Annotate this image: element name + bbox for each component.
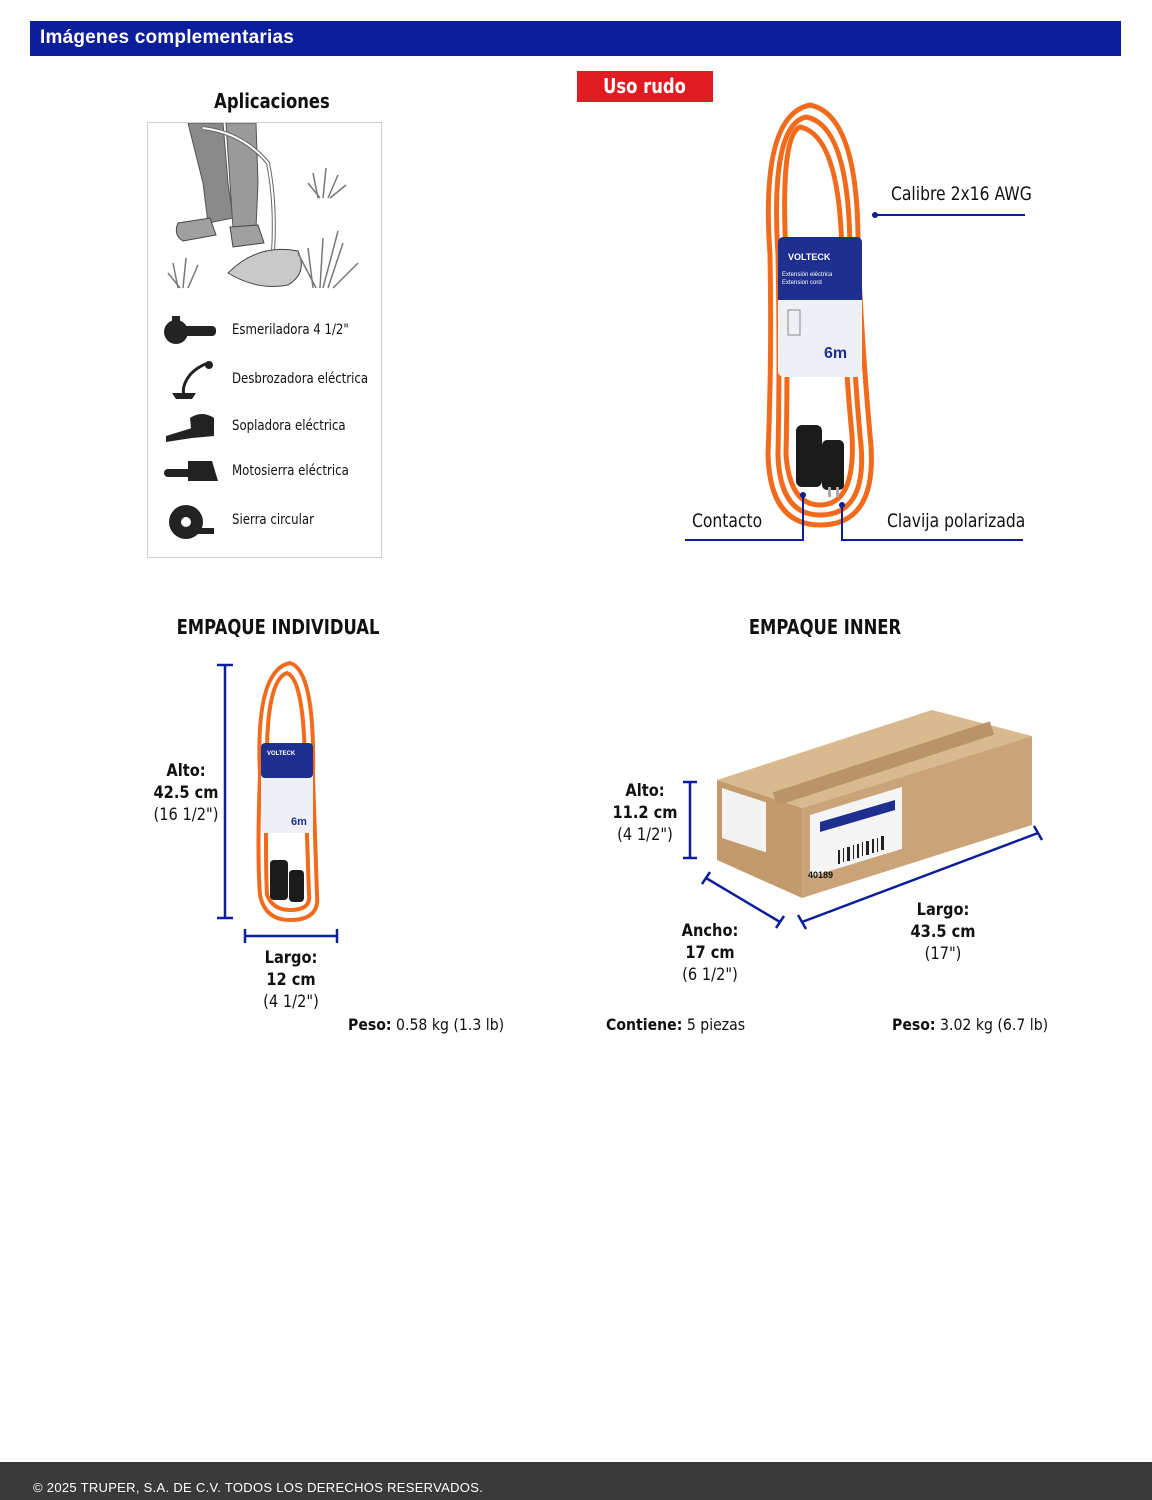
application-label: Desbrozadora eléctrica <box>232 371 369 387</box>
individual-package-title: EMPAQUE INDIVIDUAL <box>176 615 380 639</box>
individual-length: 6m <box>291 816 307 828</box>
brand-logo-text: VOLTECK <box>788 252 831 262</box>
callout-outlet: Contacto <box>692 510 763 532</box>
inner-largo-dimension: Largo: 43.5 cm (17") <box>910 900 976 964</box>
package-line-1: Extensión eléctrica <box>782 272 833 278</box>
individual-weight: Peso: 0.58 kg (1.3 lb) <box>348 1015 505 1034</box>
inner-weight: Peso: 3.02 kg (6.7 lb) <box>892 1015 1049 1034</box>
box-code: 40189 <box>808 870 834 880</box>
callout-plug: Clavija polarizada <box>887 510 1026 532</box>
package-line-2: Extension cord <box>782 280 822 286</box>
application-label: Esmeriladora 4 1/2" <box>232 322 349 338</box>
individual-alto-dimension: Alto: 42.5 cm (16 1/2") <box>153 761 219 825</box>
callout-lines <box>0 0 1152 560</box>
application-label: Sierra circular <box>232 512 314 528</box>
individual-largo-dimension: Largo: 12 cm (4 1/2") <box>263 948 319 1012</box>
inner-ancho-dimension: Ancho: 17 cm (6 1/2") <box>681 921 739 985</box>
footer <box>0 1462 1152 1500</box>
inner-package-title: EMPAQUE INNER <box>748 615 902 639</box>
inner-contents: Contiene: 5 piezas <box>606 1015 746 1034</box>
callout-gauge: Calibre 2x16 AWG <box>891 183 1032 205</box>
package-length: 6m <box>824 345 848 362</box>
footer-copyright: © 2025 TRUPER, S.A. DE C.V. TODOS LOS DERECHOS RESERVADOS. <box>33 1480 484 1495</box>
individual-package-drawing <box>215 655 345 945</box>
heavy-duty-badge: Uso rudo <box>577 71 713 102</box>
application-label: Motosierra eléctrica <box>232 463 349 479</box>
applications-title: Aplicaciones <box>214 89 330 113</box>
inner-box-drawing <box>680 700 1050 935</box>
inner-alto-dimension: Alto: 11.2 cm (4 1/2") <box>612 781 678 845</box>
section-title: Imágenes complementarias <box>40 27 295 48</box>
individual-brand: VOLTECK <box>267 751 296 757</box>
application-label: Sopladora eléctrica <box>232 418 346 434</box>
